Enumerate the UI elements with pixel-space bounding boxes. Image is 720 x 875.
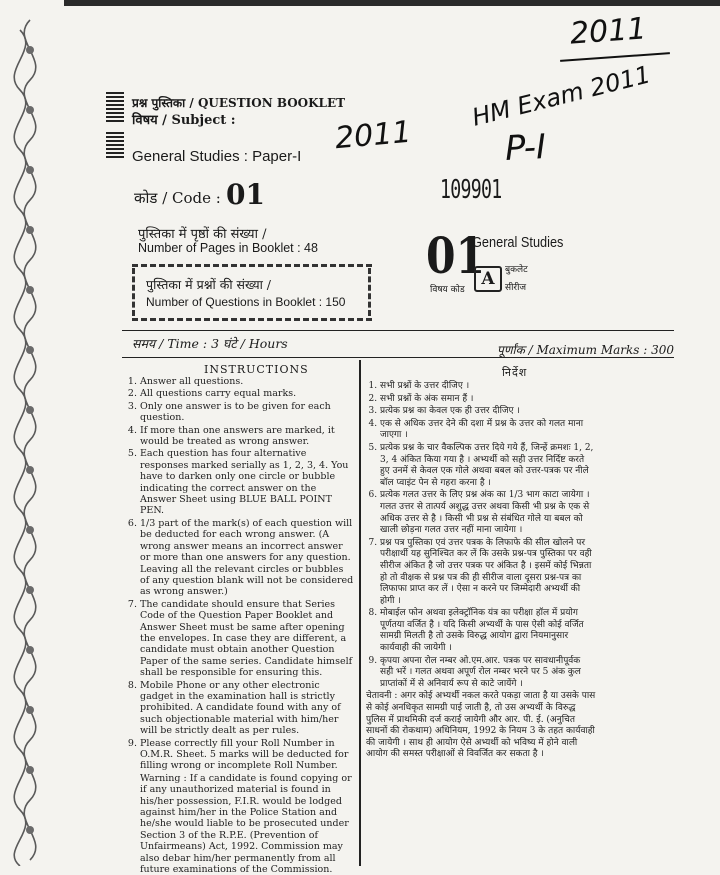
instruction-hi-warning: चेतावनी : अगर कोई अभ्यर्थी नकल करते पकड़ा जाता है या उसके पास से कोई अनधिकृत सामग्री पाई जाती है, तो उस अभ्यर्थी के विरुद्ध पुलिस में प्राथमिकी दर्ज कराई जायेगी और आर. पी. ई. (अनुचित साधनों की रोकथाम) अधिनियम, 1992 के नियम 3 के तहत कार्यवाही की जायेगी । साथ ही आयोग ऐसे अभ्यर्थी को भविष्य में होने वाली आयोग की समस्त परीक्षाओं से विवर्जित कर सकता है । <box>366 691 596 760</box>
dashed-border-top <box>132 264 372 267</box>
time-bar-bottom-rule <box>122 357 674 358</box>
handwritten-exam-note: HM Exam 2011 <box>469 60 654 132</box>
instruction-en-item: 2. All questions carry equal marks. <box>140 388 354 399</box>
instructions-title-hi: निर्देश <box>502 366 528 379</box>
serial-number: 109901 <box>440 175 502 205</box>
instructions-en-list <box>126 376 354 875</box>
side-code-big: 01 <box>426 226 486 285</box>
booklet-label: प्रश्न पुस्तिका / QUESTION BOOKLET <box>132 96 346 110</box>
side-subject: General Studies <box>472 234 564 251</box>
dashed-border-left <box>132 268 135 316</box>
series-letter-box: A <box>474 266 502 292</box>
side-code-hi: विषय कोड <box>430 285 465 295</box>
instruction-hi-item: 2. सभी प्रश्नों के अंक समान हैं । <box>380 394 596 406</box>
instruction-en-item: 4. If more than one answers are marked, it would be treated as wrong answer. <box>140 425 354 448</box>
questions-label-hi: पुस्तिका में प्रश्नों की संख्या / <box>146 277 271 292</box>
instruction-en-item: 6. 1/3 part of the mark(s) of each question will be deducted for each wrong answer. (A wrong answer means an incorrect answer or more than one answers for any question. Leaving all the relevant circles or bubbles of any question blank will not be considered as wrong answer.) <box>140 518 354 598</box>
barcode-mark <box>106 92 124 124</box>
instruction-en-item: 3. Only one answer is to be given for each question. <box>140 401 354 424</box>
instructions-title-en: INSTRUCTIONS <box>204 363 309 376</box>
instruction-en-item: 9. Please correctly fill your Roll Number in O.M.R. Sheet. 5 marks will be deducted for filling wrong or incomplete Roll Number. <box>140 738 354 772</box>
side-series-hi: सीरीज <box>505 283 527 293</box>
pages-label-hi: पुस्तिका में पृष्ठों की संख्या / <box>138 227 267 242</box>
dashed-border-bottom <box>132 318 372 321</box>
handwritten-underline <box>560 52 670 62</box>
instruction-hi-item: 9. कृपया अपना रोल नम्बर ओ.एम.आर. पत्रक पर सावधानीपूर्वक सही भरें । गलत अथवा अपूर्ण रोल नम्बर भरने पर 5 अंक कुल प्राप्तांकों में से अनिवार्य रूप से काटे जायेंगे । <box>380 656 596 691</box>
instruction-hi-item: 6. प्रत्येक गलत उत्तर के लिए प्रश्न अंक का 1/3 भाग काटा जायेगा । गलत उत्तर से तात्पर्य अशुद्ध उत्तर अथवा किसी भी प्रश्न के एक से अधिक उत्तर से है । किसी भी प्रश्न से संबंधित गोले या बबल को खाली छोड़ना गलत उत्तर नहीं माना जायेगा । <box>380 490 596 536</box>
instructions-hi-list <box>366 381 596 761</box>
dashed-border-right <box>368 268 371 316</box>
column-divider <box>359 360 361 866</box>
handwritten-paper-note: P-I <box>503 126 547 170</box>
subject-value: General Studies : Paper-I <box>132 148 302 165</box>
instruction-en-item: 7. The candidate should ensure that Series Code of the Question Paper Booklet and Answer Sheet must be same after opening the envelopes. In case they are different, a candidate must obtain another Question Paper of the same series. Candidate himself shall be responsible for ensuring this. <box>140 599 354 679</box>
instruction-hi-item: 5. प्रत्येक प्रश्न के चार वैकल्पिक उत्तर दिये गये हैं, जिन्हें क्रमशः 1, 2, 3, 4 अंकित किया गया है । अभ्यर्थी को सही उत्तर निर्दिष्ट करते हुए उनमें से केवल एक गोले अथवा बबल को उत्तर-पत्रक पर नीले बॉल प्वाइंट पेन से गहरा करना है । <box>380 443 596 489</box>
code-label: कोड / Code : <box>134 189 221 207</box>
instruction-hi-item: 3. प्रत्येक प्रश्न का केवल एक ही उत्तर दीजिए । <box>380 406 596 418</box>
side-booklet-hi: बुकलेट <box>505 265 528 275</box>
handwritten-year-center: 2011 <box>333 114 413 157</box>
handwritten-year-top: 2011 <box>568 11 648 52</box>
pages-label-en: Number of Pages in Booklet : 48 <box>138 241 318 255</box>
instruction-en-warning: Warning : If a candidate is found copying or if any unauthorized material is found in his/her possession, F.I.R. would be lodged against him/her in the Police Station and he/she would liable to be prosecuted under Section 3 of the R.P.E. (Prevention of Unfairmeans) Act, 1992. Commission may also debar him/her permanently from all future examinations of the Commission. <box>140 772 352 875</box>
time-bar-top-rule <box>122 330 674 331</box>
instruction-hi-item: 7. प्रश्न पत्र पुस्तिका एवं उत्तर पत्रक के लिफाफे की सील खोलने पर परीक्षार्थी यह सुनिश्चित कर लें कि उसके प्रश्न-पत्र पुस्तिका पर वही सीरीज अंकित है जो उत्तर पत्रक पर अंकित है । इसमें कोई भिन्नता हो तो वीक्षक से प्रश्न पत्र की ही सीरीज वाला दूसरा प्रश्न-पत्र का लिफाफा प्राप्त कर लें । ऐसा न करने पर जिम्मेदारी अभ्यर्थी की होगी । <box>380 538 596 608</box>
questions-label-en: Number of Questions in Booklet : 150 <box>146 295 346 309</box>
barcode-mark <box>106 132 124 160</box>
instruction-en-item: 5. Each question has four alternative responses marked serially as 1, 2, 3, 4. You have to darken only one circle or bubble indicating the correct answer on the Answer Sheet using BLUE BALL POINT PEN. <box>140 448 354 516</box>
instruction-en-item: 1. Answer all questions. <box>140 376 354 387</box>
decorative-border <box>0 0 64 866</box>
code-value: 01 <box>226 178 265 211</box>
scan-edge <box>0 0 720 6</box>
instruction-hi-item: 8. मोबाईल फोन अथवा इलेक्ट्रॉनिक यंत्र का परीक्षा हॉल में प्रयोग पूर्णतया वर्जित है । यदि किसी अभ्यर्थी के पास ऐसी कोई वर्जित सामग्री मिलती है तो उसके विरुद्ध आयोग द्वारा नियमानुसार कार्यवाही की जायेगी । <box>380 608 596 654</box>
subject-label: विषय / Subject : <box>132 113 236 128</box>
instruction-hi-item: 1. सभी प्रश्नों के उत्तर दीजिए । <box>380 381 596 393</box>
max-marks-label: पूर्णांक / Maximum Marks : 300 <box>497 343 675 357</box>
instruction-en-item: 8. Mobile Phone or any other electronic gadget in the examination hall is strictly prohibited. A candidate found with any of such objectionable material with him/her will be strictly dealt as per rules. <box>140 680 354 737</box>
time-label: समय / Time : 3 घंटे / Hours <box>132 336 288 351</box>
instruction-hi-item: 4. एक से अधिक उत्तर देने की दशा में प्रश्न के उत्तर को गलत माना जाएगा । <box>380 419 596 442</box>
